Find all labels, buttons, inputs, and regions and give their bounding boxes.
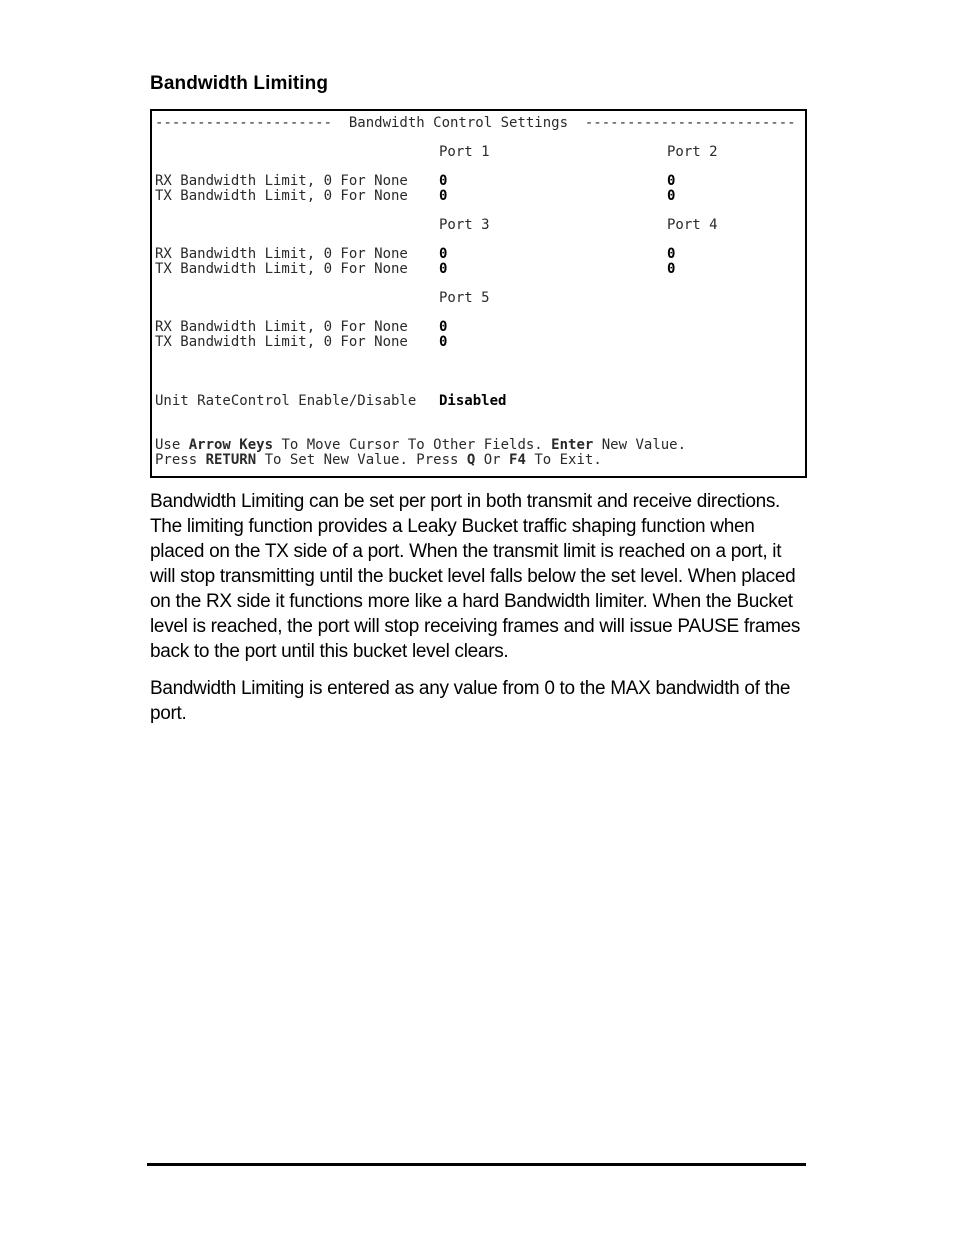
port-3-rx-value[interactable]: 0	[439, 246, 448, 262]
port-5-header: Port 5	[439, 290, 490, 306]
port-4-rx-value[interactable]: 0	[667, 246, 676, 262]
range-paragraph: Bandwidth Limiting is entered as any value from 0 to the MAX bandwidth of the port.	[150, 678, 791, 724]
port-3-tx-label: TX Bandwidth Limit, 0 For None	[155, 261, 408, 277]
port-1-rx-label: RX Bandwidth Limit, 0 For None	[155, 173, 408, 189]
port-3-rx-label: RX Bandwidth Limit, 0 For None	[155, 246, 408, 262]
help-text: To Exit.	[525, 452, 602, 468]
help-text: To Move Cursor To Other Fields.	[273, 437, 552, 453]
help-text: Use	[155, 437, 189, 453]
help-text: New Value.	[593, 437, 687, 453]
help-line-2	[155, 453, 602, 468]
section-heading: Bandwidth Limiting	[150, 73, 329, 94]
port-5-tx-label: TX Bandwidth Limit, 0 For None	[155, 334, 408, 350]
port-5-tx-value[interactable]: 0	[439, 334, 448, 350]
port-2-header: Port 2	[667, 144, 718, 160]
port-3-header: Port 3	[439, 217, 490, 233]
port-4-header: Port 4	[667, 217, 718, 233]
port-1-header: Port 1	[439, 144, 490, 160]
terminal-title-line: --------------------- Bandwidth Control Settings -------------------------	[155, 115, 796, 131]
port-5-rx-value[interactable]: 0	[439, 319, 448, 335]
description-paragraph: Bandwidth Limiting can be set per port in both transmit and receive directions. The limiting function provides a Leaky Bucket traffic shaping function when placed on the TX side of a port. When the transmit limit is reached on a port, it will stop transmitting until the bucket level falls below the set level. When placed on the RX side it functions more like a hard Bandwidth limiter. When the Bucket level is reached, the port will stop receiving frames and will issue PAUSE frames back to the port until this bucket level clears.	[150, 491, 801, 662]
port-1-rx-value[interactable]: 0	[439, 173, 448, 189]
port-1-tx-label: TX Bandwidth Limit, 0 For None	[155, 188, 408, 204]
help-line-1	[155, 438, 686, 453]
port-1-tx-value[interactable]: 0	[439, 188, 448, 204]
unit-ratecontrol-label: Unit RateControl Enable/Disable	[155, 393, 417, 409]
help-key-arrow-keys: Arrow Keys	[188, 437, 274, 453]
unit-ratecontrol-value[interactable]: Disabled	[439, 393, 507, 409]
terminal-screenshot	[150, 109, 807, 478]
footer-rule	[147, 1163, 806, 1166]
help-key-f4: F4	[509, 452, 526, 468]
help-key-return: RETURN	[205, 452, 257, 468]
port-4-tx-value[interactable]: 0	[667, 261, 676, 277]
port-2-tx-value[interactable]: 0	[667, 188, 676, 204]
help-text: To Set New Value. Press	[256, 452, 467, 468]
help-text: Press	[155, 452, 206, 468]
help-text: Or	[475, 452, 510, 468]
help-key-q: Q	[466, 452, 476, 468]
help-key-enter: Enter	[551, 437, 594, 453]
port-3-tx-value[interactable]: 0	[439, 261, 448, 277]
port-2-rx-value[interactable]: 0	[667, 173, 676, 189]
port-5-rx-label: RX Bandwidth Limit, 0 For None	[155, 319, 408, 335]
